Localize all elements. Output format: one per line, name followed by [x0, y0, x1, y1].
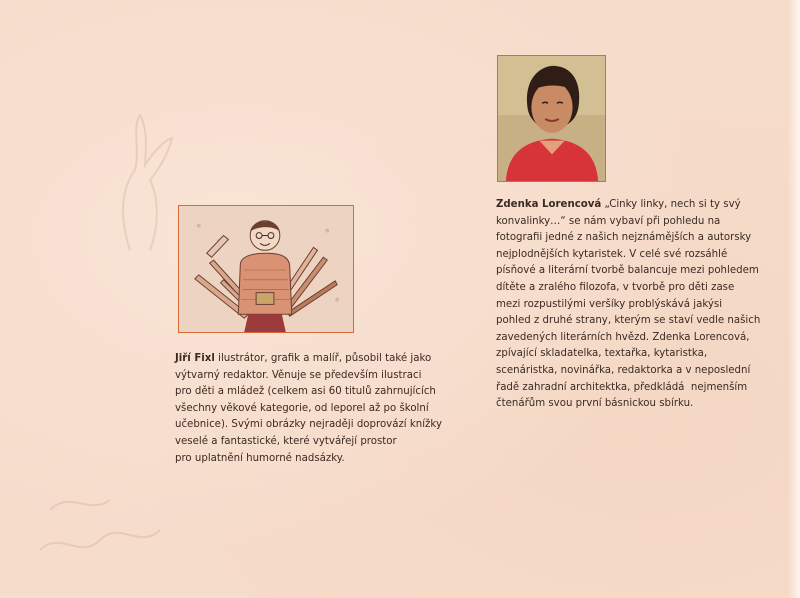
bio-fixl-line-5: učebnice). Svými obrázky nejraději doprovází knížky [175, 419, 442, 431]
bio-lorencova-line-9: zavedených literárních hvězd. Zdenka Lorencová, [496, 331, 750, 343]
author-name-lorencova: Zdenka Lorencová [496, 199, 602, 210]
bio-fixl-line-1: ilustrátor, grafik a malíř, působil také jako [214, 353, 432, 364]
bio-lorencova-line-11: scenáristka, novinářka, redaktorka a v neposlední [496, 364, 751, 376]
portrait-lorencova [497, 55, 606, 182]
bio-lorencova-line-2: konvalinky…“ se nám vybaví při pohledu na [496, 215, 721, 227]
faint-background-doodle-rabbit [90, 110, 180, 260]
bio-lorencova-line-4: nejplodnějších kytaristek. V celé své rozsáhlé [496, 248, 728, 260]
bio-lorencova-line-5: písňové a literární tvorbě balancuje mezi pohledem [496, 265, 759, 277]
bio-lorencova-line-1: „Cinky linky, nech si ty svý [601, 199, 741, 210]
page-edge [788, 0, 800, 598]
faint-background-doodle-scribble [30, 470, 170, 570]
illustration-fixl [178, 205, 354, 333]
bio-fixl-line-7: pro uplatnění humorné nadsázky. [175, 452, 345, 464]
bio-fixl-line-3: pro děti a mládež (celkem asi 60 titulů zahrnujících [175, 386, 436, 398]
bio-lorencova-line-13: čtenářům svou první básnickou sbírku. [496, 398, 694, 410]
bio-fixl-line-4: všechny věkové kategorie, od leporel až po školní [175, 402, 429, 414]
bio-lorencova-line-12: řadě zahradní architektka, předkládá nejmenším [496, 381, 748, 393]
bio-lorencova-line-7: mezi rozpustilými veršíky problýskává jakýsi [496, 298, 723, 310]
bio-lorencova-line-3: fotografii jedné z našich nejznámějších a autorsky [496, 232, 752, 244]
bio-lorencova [496, 197, 766, 413]
author-name-fixl: Jiří Fixl [175, 353, 215, 364]
bio-fixl-line-6: veselé a fantastické, které vytvářejí prostor [175, 435, 397, 447]
bio-fixl-line-2: výtvarný redaktor. Věnuje se především ilustraci [175, 369, 422, 381]
bio-lorencova-line-10: zpívající skladatelka, textařka, kytaristka, [496, 348, 708, 360]
bio-lorencova-line-8: pohled z druhé strany, kterým se staví vedle našich [496, 315, 761, 327]
bio-lorencova-line-6: dítěte a zralého filozofa, v tvorbě pro děti zase [496, 281, 735, 293]
bio-fixl [175, 351, 445, 467]
